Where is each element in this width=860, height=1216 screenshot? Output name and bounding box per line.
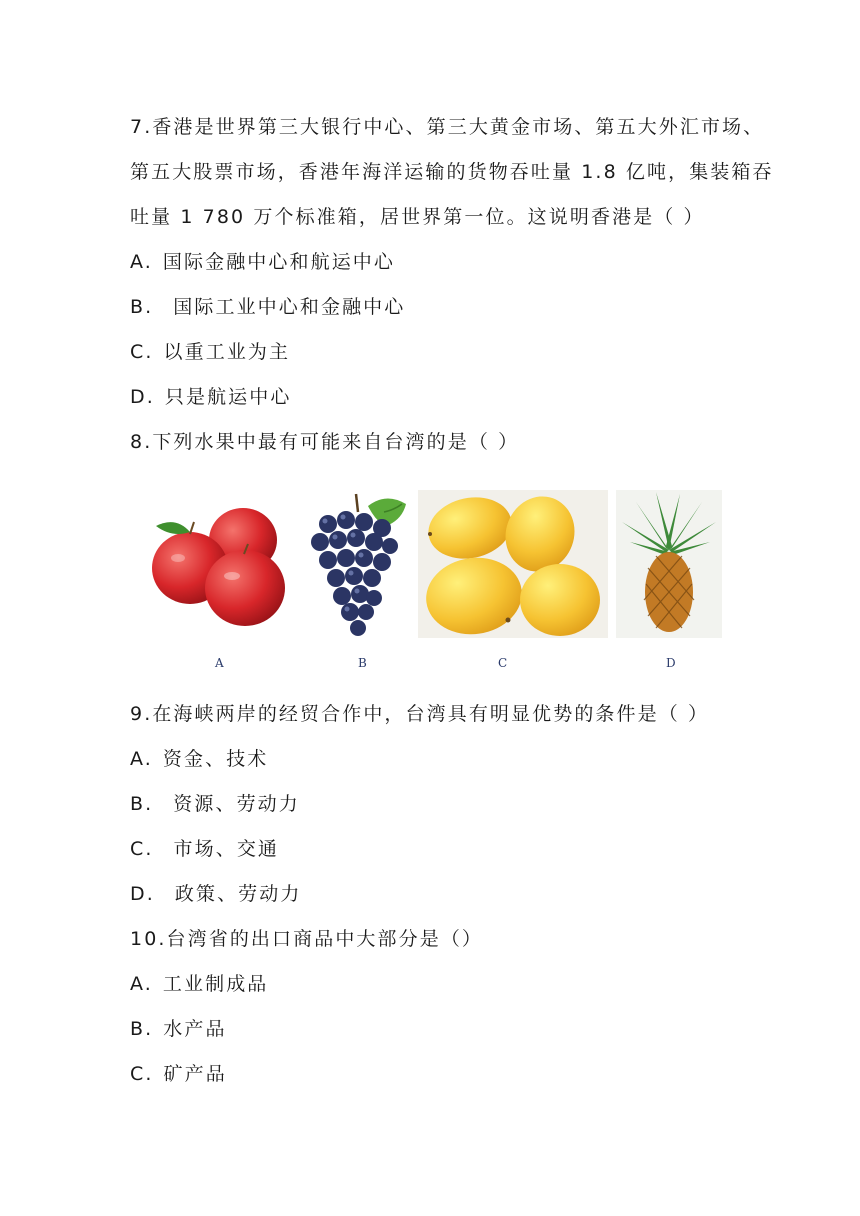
q7-stem-line-2: 第五大股票市场，香港年海洋运输的货物吞吐量 1.8 亿吨，集装箱吞: [130, 161, 774, 183]
q10-option-a: [130, 972, 268, 996]
fruit-a: [140, 488, 295, 670]
option-letter: C.: [130, 838, 154, 860]
option-text: 水产品: [163, 1018, 227, 1040]
fruit-label-d: D: [666, 656, 676, 670]
fruit-images: [130, 488, 730, 678]
option-letter: C.: [130, 1063, 154, 1085]
q9-stem: 9.在海峡两岸的经贸合作中，台湾具有明显优势的条件是（ ）: [130, 703, 710, 725]
option-letter: B.: [130, 296, 154, 318]
q7-option-a: [130, 250, 395, 274]
option-text: 国际金融中心和航运中心: [162, 251, 396, 273]
fruit-c: [418, 488, 608, 670]
q7-stem-line-3: 吐量 1 780 万个标准箱，居世界第一位。这说明香港是（ ）: [130, 206, 705, 228]
apple-icon: [140, 488, 295, 638]
fruit-b: [306, 488, 416, 670]
q10-option-c: [130, 1062, 227, 1086]
q10-stem: 10.台湾省的出口商品中大部分是（）: [130, 928, 484, 950]
option-letter: B.: [130, 793, 154, 815]
q7-option-d: [130, 385, 291, 409]
option-text: 市场、交通: [173, 838, 280, 860]
fruit-label-b: B: [358, 656, 367, 670]
q9-option-c: [130, 837, 279, 861]
q9-option-b: [130, 792, 300, 816]
option-text: 政策、劳动力: [174, 883, 302, 905]
option-text: 只是航运中心: [164, 386, 292, 408]
grape-icon: [306, 488, 416, 643]
option-letter: A.: [130, 973, 153, 995]
pineapple-icon: [616, 488, 722, 638]
q9-option-d: [130, 882, 301, 906]
fruit-label-a: A: [215, 656, 224, 670]
option-letter: B.: [130, 1018, 154, 1040]
option-text: 矿产品: [163, 1063, 227, 1085]
mango-icon: [418, 488, 608, 638]
option-text: 国际工业中心和金融中心: [173, 296, 406, 318]
q10-option-b: [130, 1017, 227, 1041]
option-letter: C.: [130, 341, 154, 363]
option-letter: D.: [130, 883, 155, 905]
option-text: 工业制成品: [162, 973, 269, 995]
q7-option-b: [130, 295, 405, 319]
option-text: 以重工业为主: [163, 341, 291, 363]
option-letter: A.: [130, 251, 153, 273]
option-letter: A.: [130, 748, 153, 770]
q9-option-a: [130, 747, 268, 771]
option-letter: D.: [130, 386, 155, 408]
option-text: 资源、劳动力: [173, 793, 300, 815]
q7-option-c: [130, 340, 290, 364]
option-text: 资金、技术: [162, 748, 269, 770]
fruit-label-c: C: [498, 656, 508, 670]
fruit-d: [616, 488, 722, 670]
q8-stem: 8.下列水果中最有可能来自台湾的是（ ）: [130, 431, 520, 453]
q7-stem-line-1: 7.香港是世界第三大银行中心、第三大黄金市场、第五大外汇市场、: [130, 116, 765, 138]
